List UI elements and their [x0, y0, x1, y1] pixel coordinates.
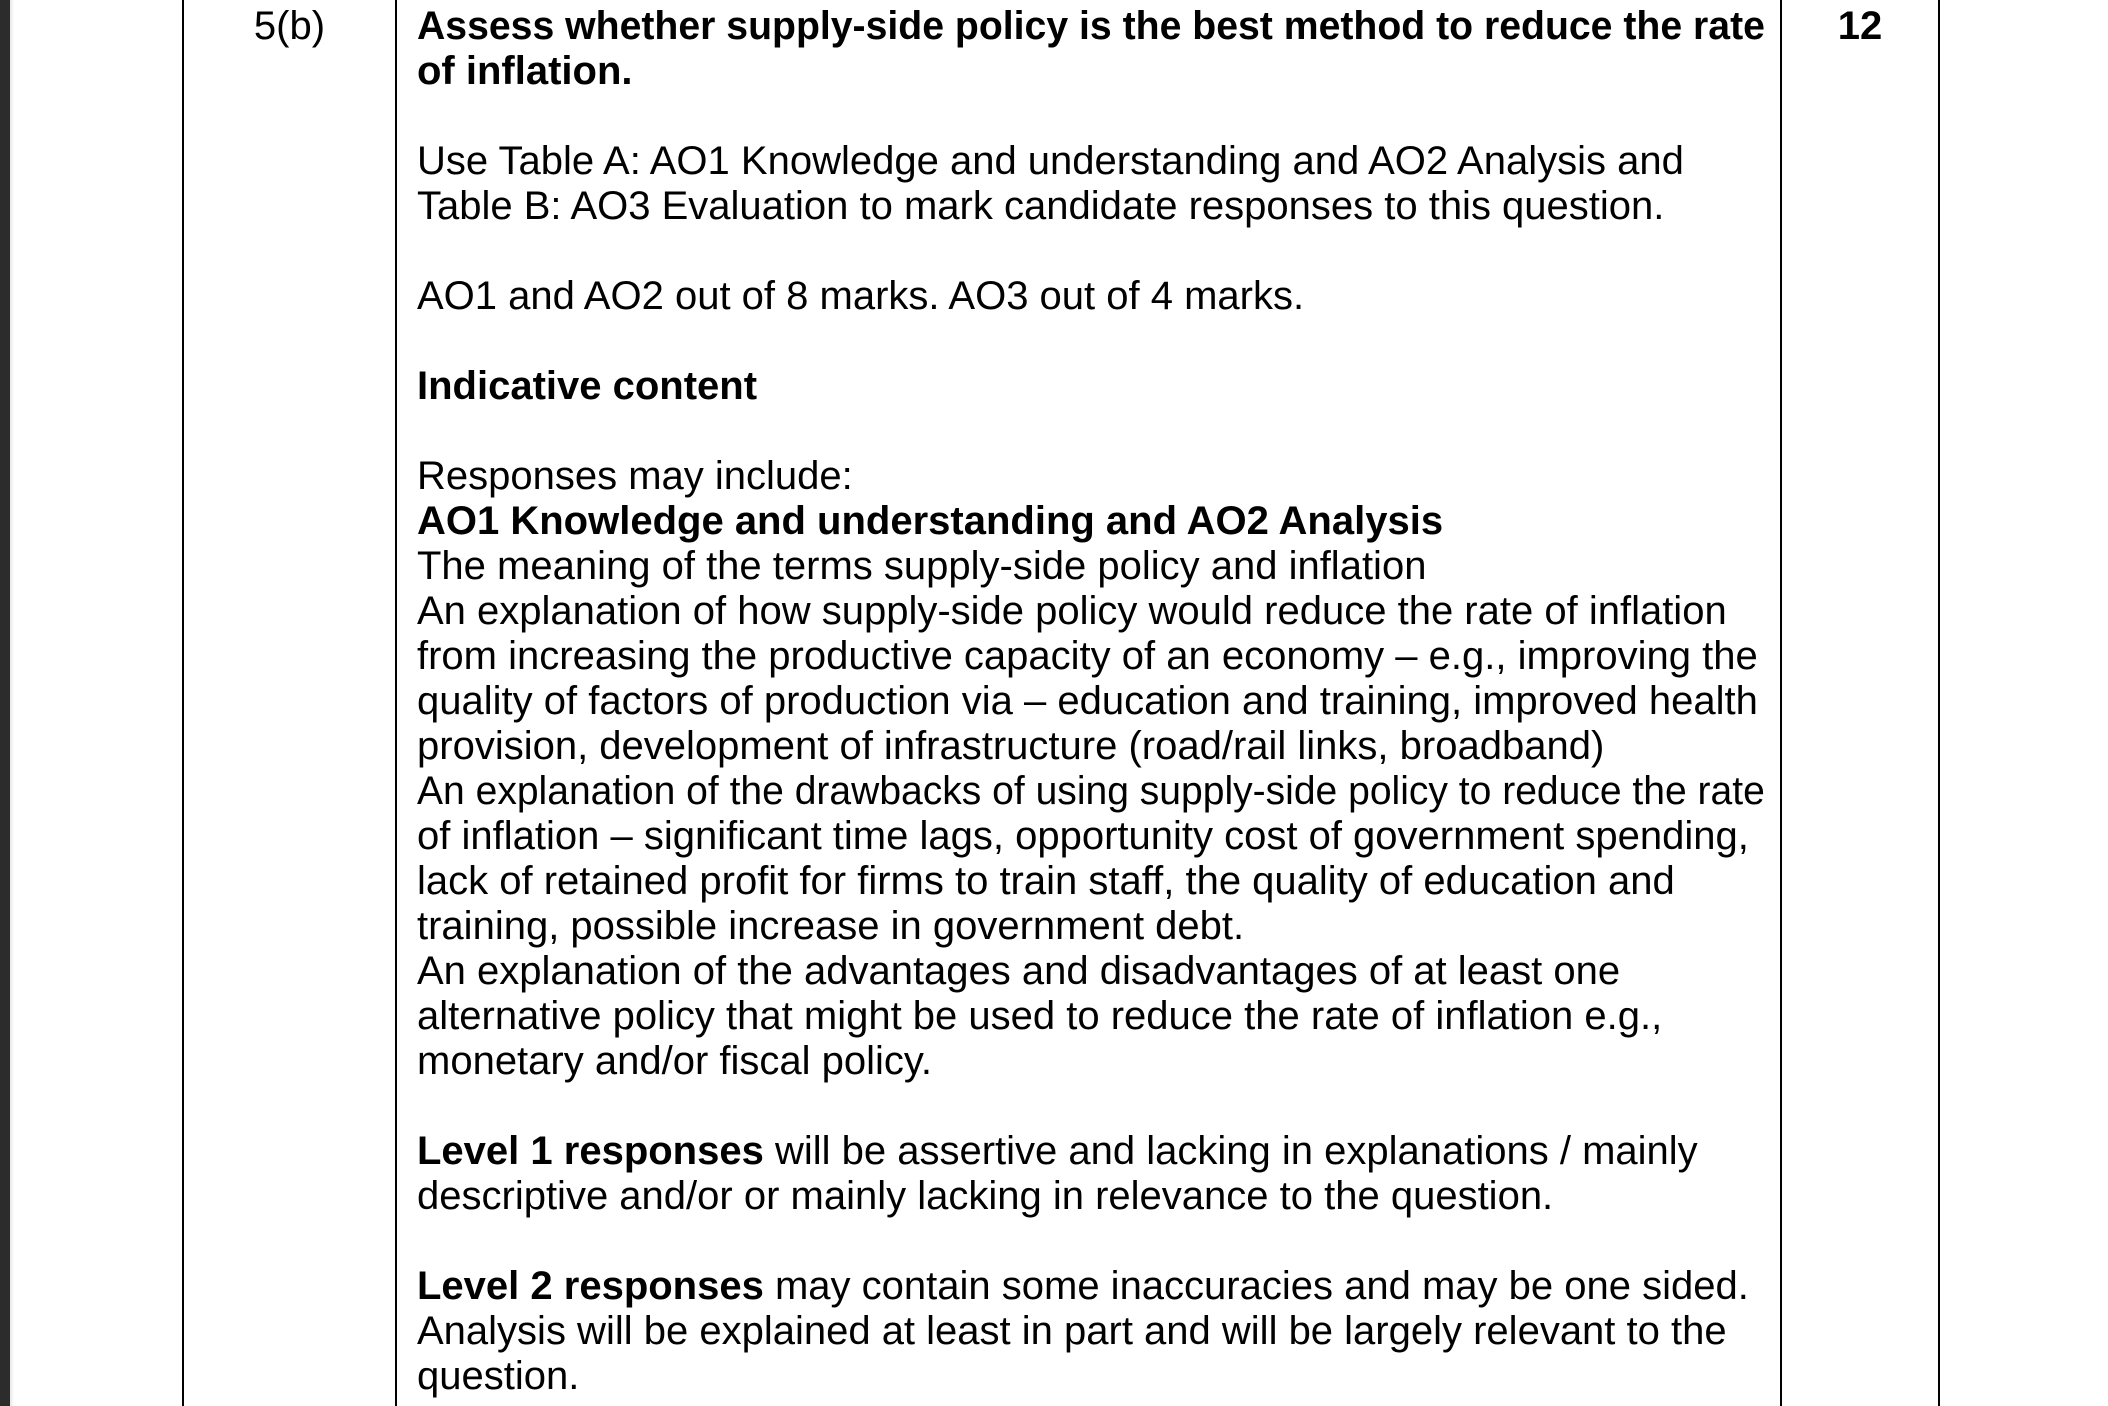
text-segment: quality of factors of production via – education and training, improved health — [417, 679, 1758, 723]
text-line — [417, 184, 1765, 229]
text-line — [417, 1309, 1765, 1354]
table-cell-question-number — [184, 0, 397, 1406]
answer-guidance-content — [417, 4, 1765, 1399]
text-line — [417, 544, 1765, 589]
text-line — [417, 499, 1765, 544]
bold-text-segment: AO1 Knowledge and understanding and AO2 Analysis — [417, 499, 1444, 543]
bold-text-segment: Level 1 responses — [417, 1129, 764, 1173]
text-segment: Analysis will be explained at least in part and will be largely relevant to the — [417, 1309, 1727, 1353]
text-segment: lack of retained profit for firms to train staff, the quality of education and — [417, 859, 1675, 903]
text-line — [417, 994, 1765, 1039]
paragraph — [417, 364, 1765, 409]
text-line — [417, 949, 1765, 994]
bold-text-segment: Level 2 responses — [417, 1264, 764, 1308]
bold-text-segment: Assess whether supply-side policy is the best method to reduce the rate — [417, 4, 1765, 48]
text-segment: Use Table A: AO1 Knowledge and understanding and AO2 Analysis and — [417, 139, 1684, 183]
text-segment: Table B: AO3 Evaluation to mark candidate responses to this question. — [417, 184, 1665, 228]
question-number: 5(b) — [253, 4, 326, 48]
text-line — [417, 139, 1765, 184]
text-line — [417, 904, 1765, 949]
page-right-margin — [1940, 0, 2108, 1406]
text-line — [417, 1174, 1765, 1219]
paragraph — [417, 454, 1765, 1084]
text-line — [417, 1264, 1765, 1309]
text-segment: Responses may include: — [417, 454, 853, 498]
text-line — [417, 49, 1765, 94]
bold-text-segment: Indicative content — [417, 364, 758, 408]
text-line — [417, 724, 1765, 769]
text-line — [417, 4, 1765, 49]
paragraph — [417, 4, 1765, 94]
text-line — [417, 1354, 1765, 1399]
text-segment: question. — [417, 1354, 580, 1398]
text-segment: will be assertive and lacking in explanations / mainly — [763, 1129, 1698, 1173]
text-segment: An explanation of the drawbacks of using supply-side policy to reduce the rate — [417, 769, 1765, 813]
text-line — [417, 634, 1765, 679]
paragraph — [417, 1129, 1765, 1219]
text-segment: monetary and/or fiscal policy. — [417, 1039, 933, 1083]
text-segment: descriptive and/or or mainly lacking in relevance to the question. — [417, 1174, 1554, 1218]
paragraph — [417, 1264, 1765, 1399]
text-segment: provision, development of infrastructure (road/rail links, broadband) — [417, 724, 1605, 768]
text-segment: The meaning of the terms supply-side policy and inflation — [417, 544, 1427, 588]
text-segment: training, possible increase in government debt. — [417, 904, 1245, 948]
bold-text-segment: of inflation. — [417, 49, 633, 93]
text-line — [417, 679, 1765, 724]
text-segment: of inflation – significant time lags, opportunity cost of government spending, — [417, 814, 1749, 858]
text-segment: alternative policy that might be used to reduce the rate of inflation e.g., — [417, 994, 1663, 1038]
marks-value: 12 — [1837, 4, 1883, 48]
paragraph — [417, 139, 1765, 229]
table-cell-marks — [1782, 0, 1940, 1406]
text-line — [417, 1129, 1765, 1174]
text-line — [417, 1039, 1765, 1084]
text-segment: AO1 and AO2 out of 8 marks. AO3 out of 4 marks. — [417, 274, 1305, 318]
text-line — [417, 589, 1765, 634]
text-segment: An explanation of the advantages and disadvantages of at least one — [417, 949, 1621, 993]
text-segment: An explanation of how supply-side policy would reduce the rate of inflation — [417, 589, 1727, 633]
paragraph — [417, 274, 1765, 319]
text-line — [417, 769, 1765, 814]
table-cell-answer-guidance — [397, 0, 1782, 1406]
page-edge-strip — [0, 0, 10, 1406]
table-cell-left-empty — [14, 0, 184, 1406]
text-line — [417, 454, 1765, 499]
text-line — [417, 364, 1765, 409]
text-segment: may contain some inaccuracies and may be one sided. — [763, 1264, 1749, 1308]
text-segment: from increasing the productive capacity of an economy – e.g., improving the — [417, 634, 1758, 678]
text-line — [417, 859, 1765, 904]
text-line — [417, 274, 1765, 319]
text-line — [417, 814, 1765, 859]
